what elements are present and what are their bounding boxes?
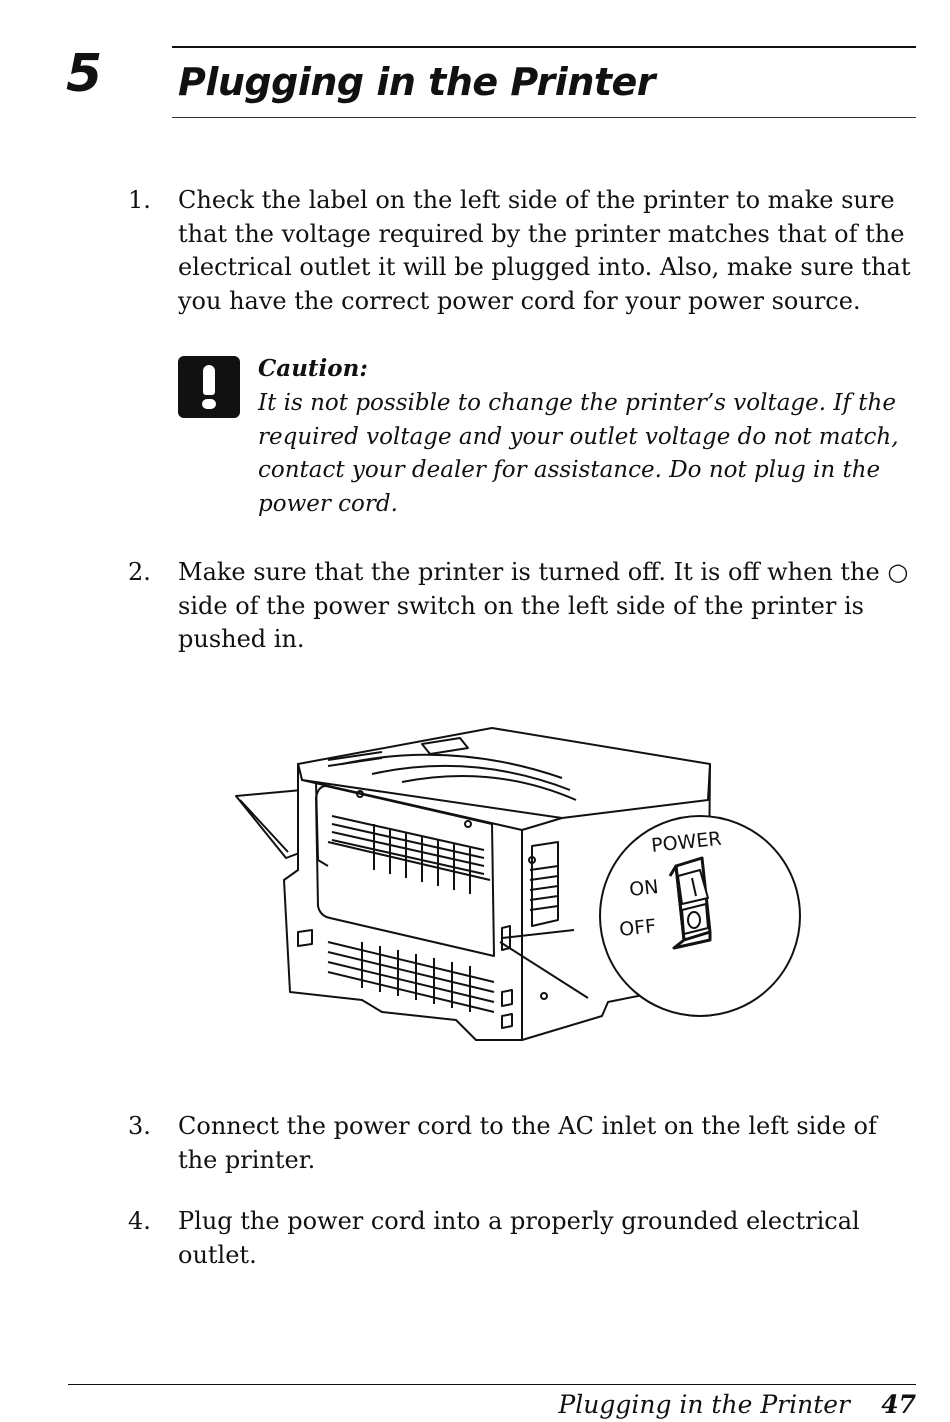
header-rule (172, 46, 916, 48)
step-text: Make sure that the printer is turned off. It is off when the ○ side of the power switch on the left side of the printer is pushed in. (178, 558, 909, 653)
chapter-title: Plugging in the Printer (178, 60, 656, 104)
step-text: Check the label on the left side of the printer to make sure that the voltage required by the printer matches that of the electrical outlet it will be plugged into. Also, make sure that you have the correct power cord for your power source. (178, 186, 911, 315)
step-number: 3. (128, 1112, 151, 1140)
step-number: 1. (128, 186, 151, 214)
footer-title: Plugging in the Printer (558, 1390, 850, 1419)
printer-power-switch-figure (232, 720, 808, 1050)
power-label: POWER (650, 827, 723, 857)
off-label: OFF (618, 915, 658, 941)
caution-text: It is not possible to change the printer’s voltage. If the required voltage and your outlet voltage do not match, contact your dealer for assistance. Do not plug in the power cord. (258, 390, 899, 517)
page-number: 47 (881, 1390, 916, 1419)
step-number: 2. (128, 558, 151, 586)
footer-rule (68, 1384, 916, 1385)
exclamation-icon (178, 356, 240, 418)
caution-title: Caution: (258, 355, 368, 382)
step-text: Plug the power cord into a properly grounded electrical outlet. (178, 1207, 860, 1269)
title-rule (172, 117, 916, 118)
chapter-number: 5 (66, 44, 103, 104)
step-text: Connect the power cord to the AC inlet on the left side of the printer. (178, 1112, 877, 1174)
on-label: ON (628, 876, 660, 901)
step-number: 4. (128, 1207, 151, 1235)
